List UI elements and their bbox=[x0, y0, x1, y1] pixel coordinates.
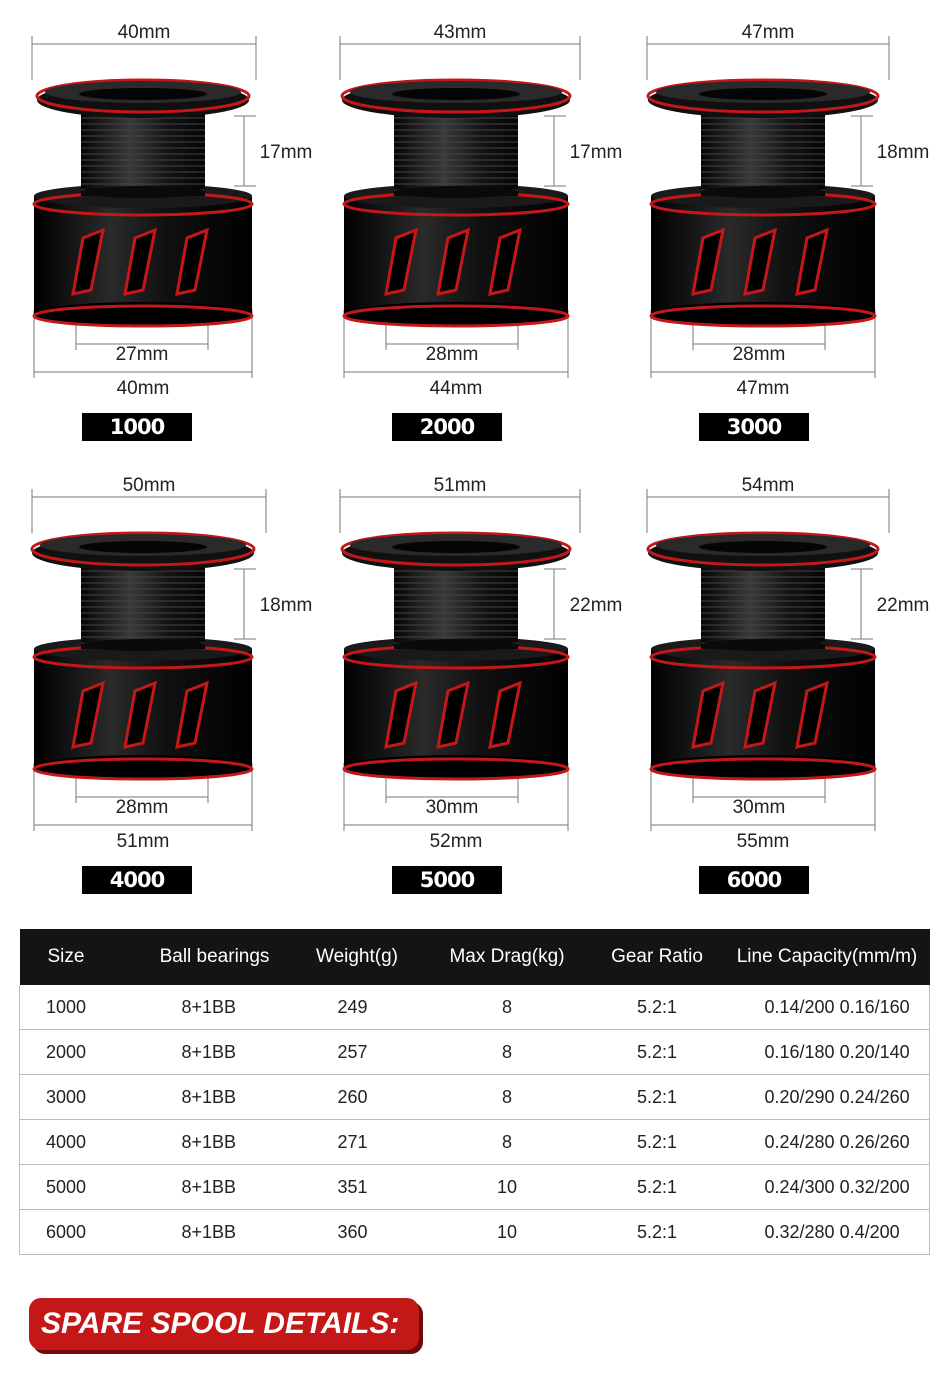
cell-size: 2000 bbox=[20, 1030, 140, 1075]
header-line-capacity: Line Capacity(mm/m) bbox=[725, 929, 930, 985]
cell-gear-ratio: 5.2:1 bbox=[590, 1120, 725, 1165]
header-ball-bearings: Ball bearings bbox=[140, 929, 290, 985]
inner-width-label: 30mm bbox=[732, 797, 786, 818]
cell-size: 3000 bbox=[20, 1075, 140, 1120]
cell-line-capacity: 0.24/300 0.32/200 bbox=[725, 1165, 930, 1210]
table-row bbox=[20, 985, 930, 1030]
spool-body bbox=[648, 80, 878, 326]
cell-max-drag: 8 bbox=[425, 1120, 590, 1165]
cell-ball-bearings: 8+1BB bbox=[140, 985, 290, 1030]
table-row bbox=[20, 1210, 930, 1255]
cell-ball-bearings: 8+1BB bbox=[140, 1210, 290, 1255]
bottom-width-label: 55mm bbox=[736, 831, 790, 852]
inner-width-label: 28mm bbox=[425, 344, 479, 365]
cell-line-capacity: 0.32/280 0.4/200 bbox=[725, 1210, 930, 1255]
bottom-width-label: 47mm bbox=[736, 378, 790, 399]
cell-size: 1000 bbox=[20, 985, 140, 1030]
bottom-width-label: 51mm bbox=[116, 831, 170, 852]
bottom-width-label: 40mm bbox=[116, 378, 170, 399]
spool-body bbox=[342, 533, 570, 779]
cell-weight: 271 bbox=[290, 1120, 425, 1165]
cell-ball-bearings: 8+1BB bbox=[140, 1120, 290, 1165]
height-label: 18mm bbox=[876, 142, 930, 163]
bottom-width-label: 52mm bbox=[429, 831, 483, 852]
table-header-row bbox=[20, 929, 930, 985]
size-badge: 2000 bbox=[392, 413, 502, 441]
top-width-label: 47mm bbox=[741, 22, 795, 43]
cell-line-capacity: 0.16/180 0.20/140 bbox=[725, 1030, 930, 1075]
cell-max-drag: 8 bbox=[425, 985, 590, 1030]
cell-line-capacity: 0.20/290 0.24/260 bbox=[725, 1075, 930, 1120]
cell-line-capacity: 0.14/200 0.16/160 bbox=[725, 985, 930, 1030]
height-label: 17mm bbox=[259, 142, 313, 163]
inner-width-label: 28mm bbox=[732, 344, 786, 365]
cell-max-drag: 10 bbox=[425, 1165, 590, 1210]
height-label: 22mm bbox=[569, 595, 623, 616]
cell-gear-ratio: 5.2:1 bbox=[590, 1030, 725, 1075]
cell-ball-bearings: 8+1BB bbox=[140, 1075, 290, 1120]
spool-body bbox=[342, 80, 570, 326]
cell-max-drag: 8 bbox=[425, 1075, 590, 1120]
size-badge: 3000 bbox=[699, 413, 809, 441]
inner-width-label: 28mm bbox=[115, 797, 169, 818]
inner-width-label: 27mm bbox=[115, 344, 169, 365]
top-width-label: 51mm bbox=[433, 475, 487, 496]
cell-size: 5000 bbox=[20, 1165, 140, 1210]
top-width-label: 54mm bbox=[741, 475, 795, 496]
cell-gear-ratio: 5.2:1 bbox=[590, 1075, 725, 1120]
cell-max-drag: 10 bbox=[425, 1210, 590, 1255]
header-max-drag: Max Drag(kg) bbox=[425, 929, 590, 985]
bottom-width-label: 44mm bbox=[429, 378, 483, 399]
table-row bbox=[20, 1120, 930, 1165]
cell-line-capacity: 0.24/280 0.26/260 bbox=[725, 1120, 930, 1165]
table-row bbox=[20, 1075, 930, 1120]
height-label: 17mm bbox=[569, 142, 623, 163]
inner-width-label: 30mm bbox=[425, 797, 479, 818]
cell-size: 4000 bbox=[20, 1120, 140, 1165]
cell-weight: 249 bbox=[290, 985, 425, 1030]
header-gear-ratio: Gear Ratio bbox=[590, 929, 725, 985]
top-width-label: 40mm bbox=[117, 22, 171, 43]
height-label: 18mm bbox=[259, 595, 313, 616]
size-badge: 6000 bbox=[699, 866, 809, 894]
cell-ball-bearings: 8+1BB bbox=[140, 1165, 290, 1210]
size-badge: 1000 bbox=[82, 413, 192, 441]
cell-gear-ratio: 5.2:1 bbox=[590, 1210, 725, 1255]
spec-table bbox=[19, 929, 930, 1255]
cell-size: 6000 bbox=[20, 1210, 140, 1255]
top-width-label: 43mm bbox=[433, 22, 487, 43]
cell-weight: 360 bbox=[290, 1210, 425, 1255]
cell-gear-ratio: 5.2:1 bbox=[590, 1165, 725, 1210]
size-badge: 5000 bbox=[392, 866, 502, 894]
header-weight: Weight(g) bbox=[290, 929, 425, 985]
cell-max-drag: 8 bbox=[425, 1030, 590, 1075]
banner-text: SPARE SPOOL DETAILS: bbox=[41, 1307, 400, 1340]
cell-ball-bearings: 8+1BB bbox=[140, 1030, 290, 1075]
height-label: 22mm bbox=[876, 595, 930, 616]
table-body bbox=[20, 985, 930, 1255]
spool-body bbox=[648, 533, 878, 779]
size-badge: 4000 bbox=[82, 866, 192, 894]
header-size: Size bbox=[20, 929, 140, 985]
cell-gear-ratio: 5.2:1 bbox=[590, 985, 725, 1030]
spool-body bbox=[34, 80, 252, 326]
spare-spool-banner bbox=[29, 1298, 419, 1350]
table-row bbox=[20, 1030, 930, 1075]
spool-body bbox=[32, 533, 254, 779]
top-width-label: 50mm bbox=[122, 475, 176, 496]
cell-weight: 257 bbox=[290, 1030, 425, 1075]
table-row bbox=[20, 1165, 930, 1210]
cell-weight: 351 bbox=[290, 1165, 425, 1210]
cell-weight: 260 bbox=[290, 1075, 425, 1120]
